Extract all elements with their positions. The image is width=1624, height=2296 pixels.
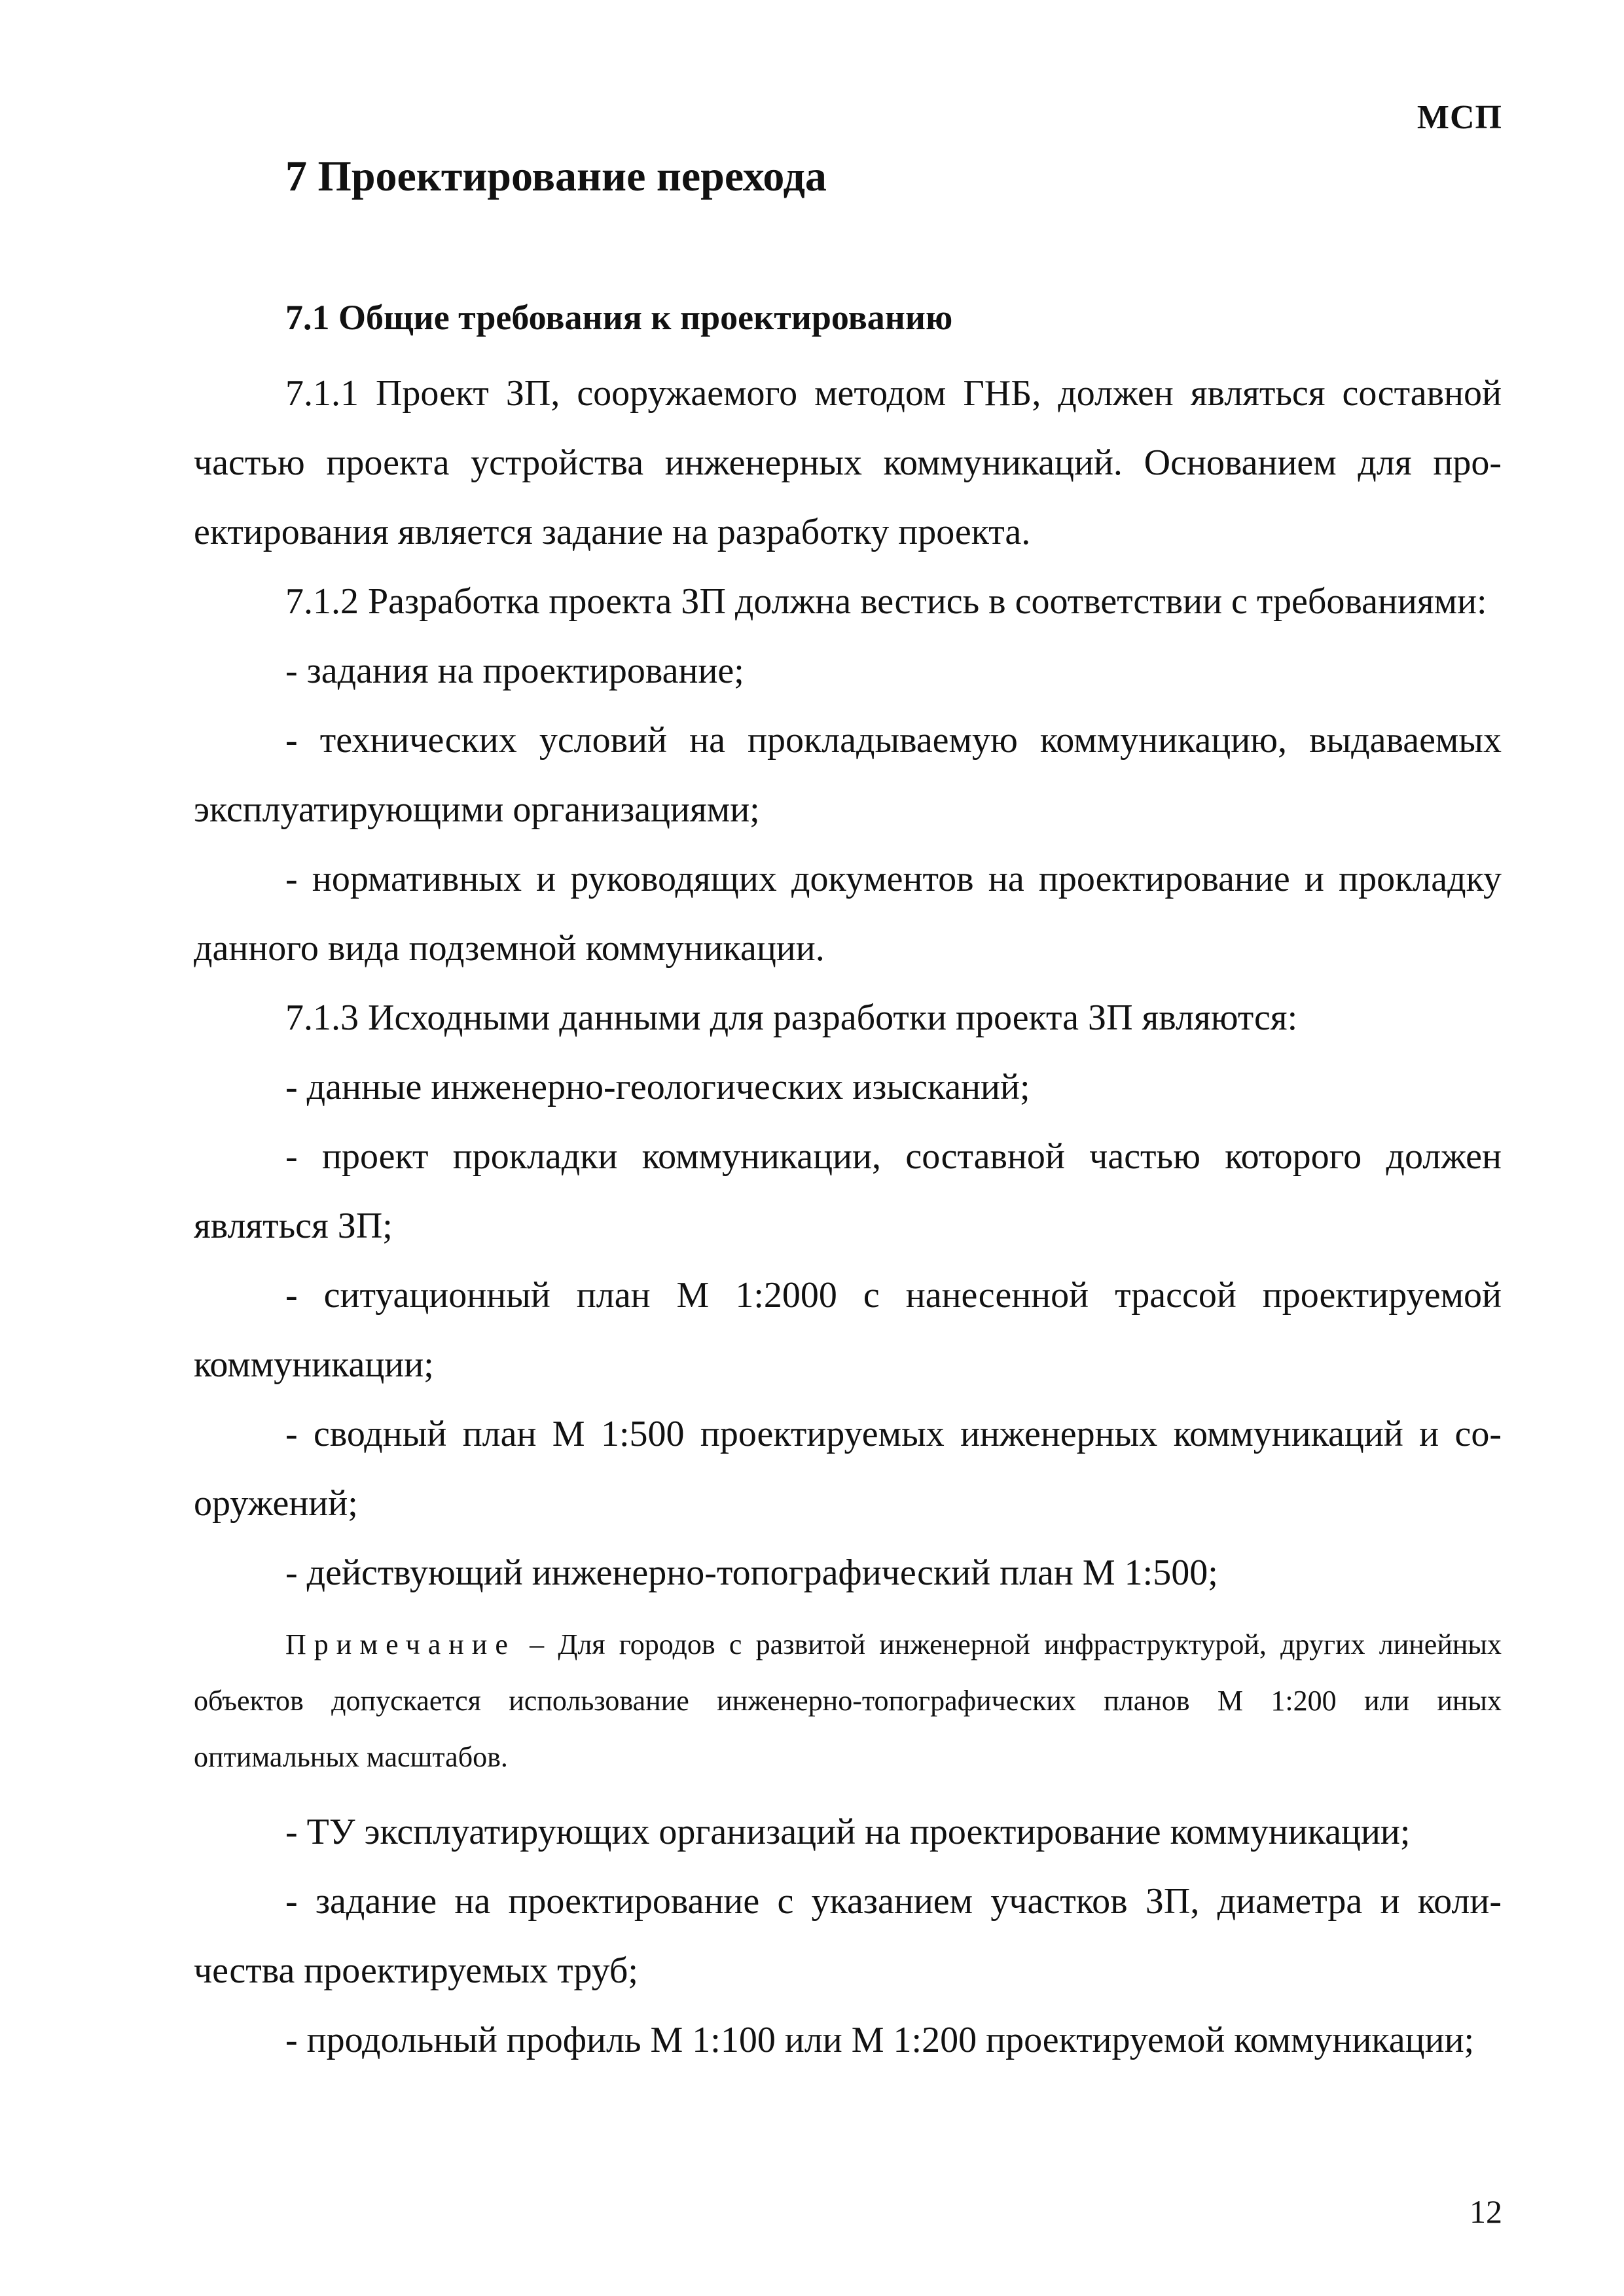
note-text: – Для городов с развитой инженерной инфраструктурой, других линейных объектов допускается использование инженерно-топографических планов М 1:200 или иных оптимальных масштабов. — [194, 1628, 1502, 1773]
list-item: - ТУ эксплуатирующих организаций на проектирование коммуникации; — [285, 1812, 1411, 1852]
document-code: МСП — [1416, 99, 1502, 136]
list-item: - продольный профиль М 1:100 или М 1:200 проектируемой коммуникации; — [285, 2020, 1475, 2060]
list-item: - ситуационный план М 1:2000 с нанесенной трассой проектируемой коммуникации; — [194, 1275, 1502, 1385]
note — [194, 1617, 1502, 1785]
list-item: - задания на проектирование; — [285, 651, 744, 691]
paragraph-7-1-2: 7.1.2 Разработка проекта ЗП должна вестись в соответствии с требованиями: — [285, 581, 1487, 622]
list-item: - действующий инженерно-топографический план М 1:500; — [285, 1552, 1218, 1593]
list-item: - данные инженерно-геологических изысканий; — [285, 1067, 1030, 1107]
subsection-title: 7.1 Общие требования к проектированию — [285, 298, 953, 337]
paragraph-7-1-3: 7.1.3 Исходными данными для разработки проекта ЗП являются: — [285, 997, 1298, 1038]
section-title: 7 Проектирование перехода — [285, 152, 827, 200]
list-item: - сводный план М 1:500 проектируемых инженерных коммуникаций и сооружений; — [194, 1414, 1502, 1524]
list-item: - нормативных и руководящих документов на проектирование и прокладку данного вида подземной коммуникации. — [194, 859, 1502, 969]
page-number: 12 — [1470, 2193, 1502, 2230]
list-item: - технических условий на прокладываемую коммуникацию, выдаваемых эксплуатирующими организациями; — [194, 720, 1502, 830]
list-item: - проект прокладки коммуникации, составной частью которого должен являться ЗП; — [194, 1136, 1502, 1246]
body-text — [194, 359, 1502, 2075]
list-item: - задание на проектирование с указанием участков ЗП, диаметра и количества проектируемых труб; — [194, 1881, 1502, 1991]
note-label: Примечание — [285, 1628, 516, 1660]
paragraph-7-1-1: 7.1.1 Проект ЗП, сооружаемого методом ГНБ, должен являться составной частью проекта устройства инженерных коммуникаций. Основанием для проектирования является задание на разработку проекта. — [194, 373, 1502, 552]
